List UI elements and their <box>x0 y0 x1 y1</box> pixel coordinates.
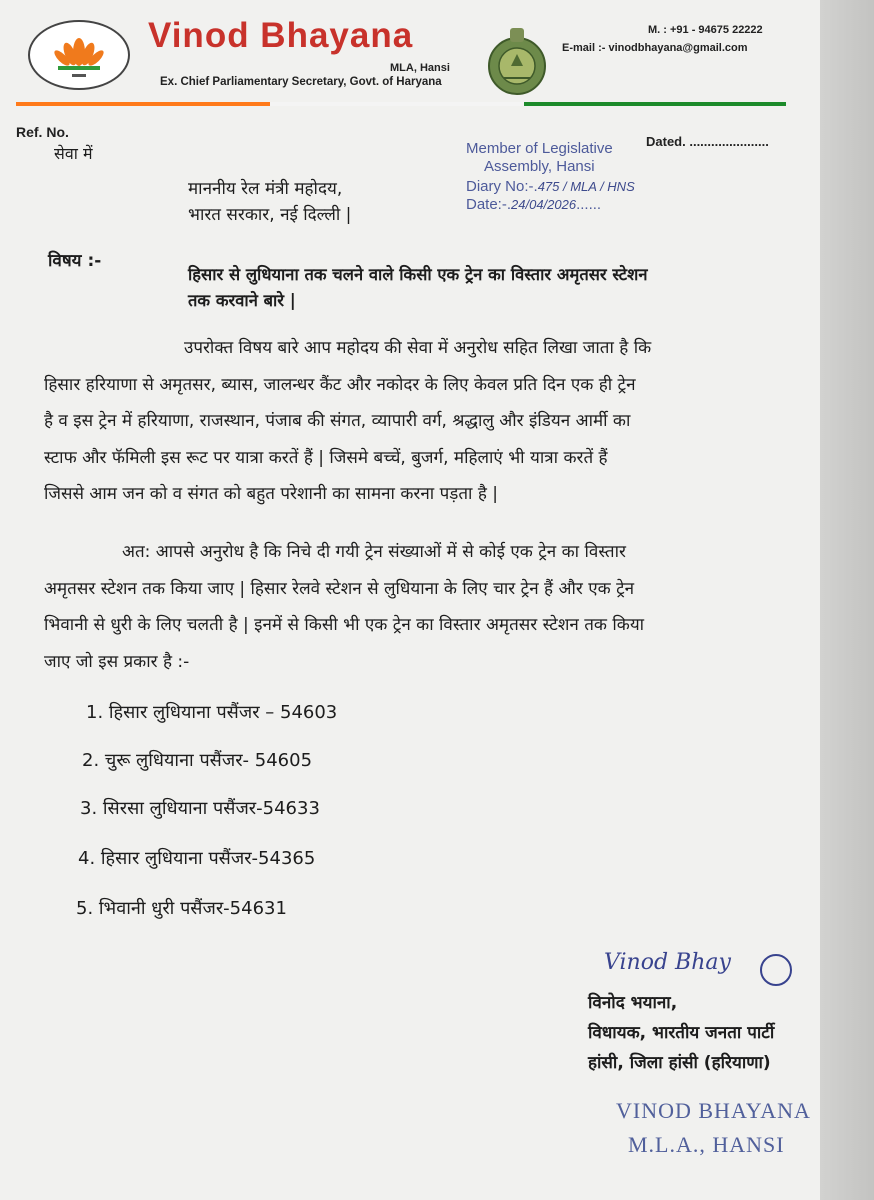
signatory-designation: विधायक, भारतीय जनता पार्टी <box>588 1023 775 1043</box>
signature-flourish <box>760 954 792 986</box>
train-list-item: 5. भिवानी धुरी पसैंजर-54631 <box>76 898 287 919</box>
seal-designation: M.L.A., HANSI <box>628 1132 785 1157</box>
letterhead-mla: MLA, Hansi <box>390 62 450 74</box>
stamp-diary-label: Diary No:-. <box>466 178 538 195</box>
stamp-diary-value: 475 / MLA / HNS <box>537 179 635 194</box>
letterhead-position: Ex. Chief Parliamentary Secretary, Govt. of Haryana <box>160 76 442 88</box>
paragraph-1-line: स्टाफ और फॅमिली इस रूट पर यात्रा करतें हैं | जिसमे बच्चें, बुजर्ग, महिलाएं भी यात्रा करतें हैं <box>44 447 608 468</box>
train-list-item: 3. सिरसा लुधियाना पसैंजर-54633 <box>80 798 320 819</box>
haryana-emblem <box>484 24 550 100</box>
address-line2: भारत सरकार, नई दिल्ली | <box>188 205 352 225</box>
paragraph-2-line: अमृतसर स्टेशन तक किया जाए | हिसार रेलवे स्टेशन से लुधियाना के लिए चार ट्रेन हैं और एक ट्रेन <box>44 578 635 599</box>
background-surface <box>820 0 874 1200</box>
address-line1: माननीय रेल मंत्री महोदय, <box>188 179 343 199</box>
paragraph-2-line: जाए जो इस प्रकार है :- <box>44 651 190 672</box>
stamp-date-value: 24/04/2026 <box>511 197 577 212</box>
paragraph-1-line: जिससे आम जन को व संगत को बहुत परेशानी का सामना करना पड़ता है | <box>44 484 499 504</box>
letterhead-email: E-mail :- vinodbhayana@gmail.com <box>562 42 748 54</box>
letterhead-name: Vinod Bhayana <box>148 16 414 55</box>
stamp-date: Date:-.24/04/2026...... <box>466 196 602 213</box>
subject-label: विषय :- <box>48 251 102 271</box>
subject-line1: हिसार से लुधियाना तक चलने वाले किसी एक ट्रेन का विस्तार अमृतसर स्टेशन <box>188 265 648 284</box>
train-list-item: 2. चुरू लुधियाना पसैंजर- 54605 <box>82 750 313 771</box>
bjp-logo <box>28 20 130 90</box>
tricolor-divider <box>16 102 786 106</box>
train-list-item: 4. हिसार लुधियाना पसैंजर-54365 <box>78 848 316 869</box>
paragraph-1-line: हिसार हरियाणा से अमृतसर, ब्यास, जालन्धर कैंट और नकोदर के लिए केवल प्रति दिन एक ही ट्रेन <box>44 374 636 395</box>
letterhead-phone: M. : +91 - 94675 22222 <box>648 24 763 36</box>
paragraph-1-line: उपरोक्त विषय बारे आप महोदय की सेवा में अनुरोध सहित लिखा जाता है कि <box>184 338 652 358</box>
subject-line2: तक करवाने बारे | <box>188 291 296 310</box>
ref-no-label: Ref. No. <box>16 124 69 140</box>
paragraph-1-line: है व इस ट्रेन में हरियाणा, राजस्थान, पंजाब की संगत, व्यापारी वर्ग, श्रद्धालु और इंडियन आर्मी का <box>44 411 631 431</box>
paragraph-2-line: भिवानी से धुरी के लिए चलती है | इनमें से किसी भी एक ट्रेन का विस्तार अमृतसर स्टेशन तक किया <box>44 615 645 635</box>
stamp-line2: Assembly, Hansi <box>484 158 595 175</box>
seal-name: VINOD BHAYANA <box>616 1098 811 1123</box>
stamp-date-label: Date:-. <box>466 196 512 213</box>
signatory-name: विनोद भयाना, <box>588 993 678 1013</box>
stamp-line1: Member of Legislative <box>466 140 613 157</box>
signatory-place: हांसी, जिला हांसी (हरियाणा) <box>588 1053 771 1073</box>
paragraph-2 <box>44 534 804 680</box>
paragraph-1 <box>44 330 804 513</box>
paragraph-2-line: अत: आपसे अनुरोध है कि निचे दी गयी ट्रेन संख्याओं में से कोई एक ट्रेन का विस्तार <box>122 542 626 562</box>
salutation: सेवा में <box>54 144 93 163</box>
train-list-item: 1. हिसार लुधियाना पसैंजर – 54603 <box>86 702 338 723</box>
stamp-diary <box>466 178 635 195</box>
handwritten-signature: Vinod Bhay <box>604 950 731 975</box>
dated-label: Dated. ...................... <box>646 134 769 149</box>
